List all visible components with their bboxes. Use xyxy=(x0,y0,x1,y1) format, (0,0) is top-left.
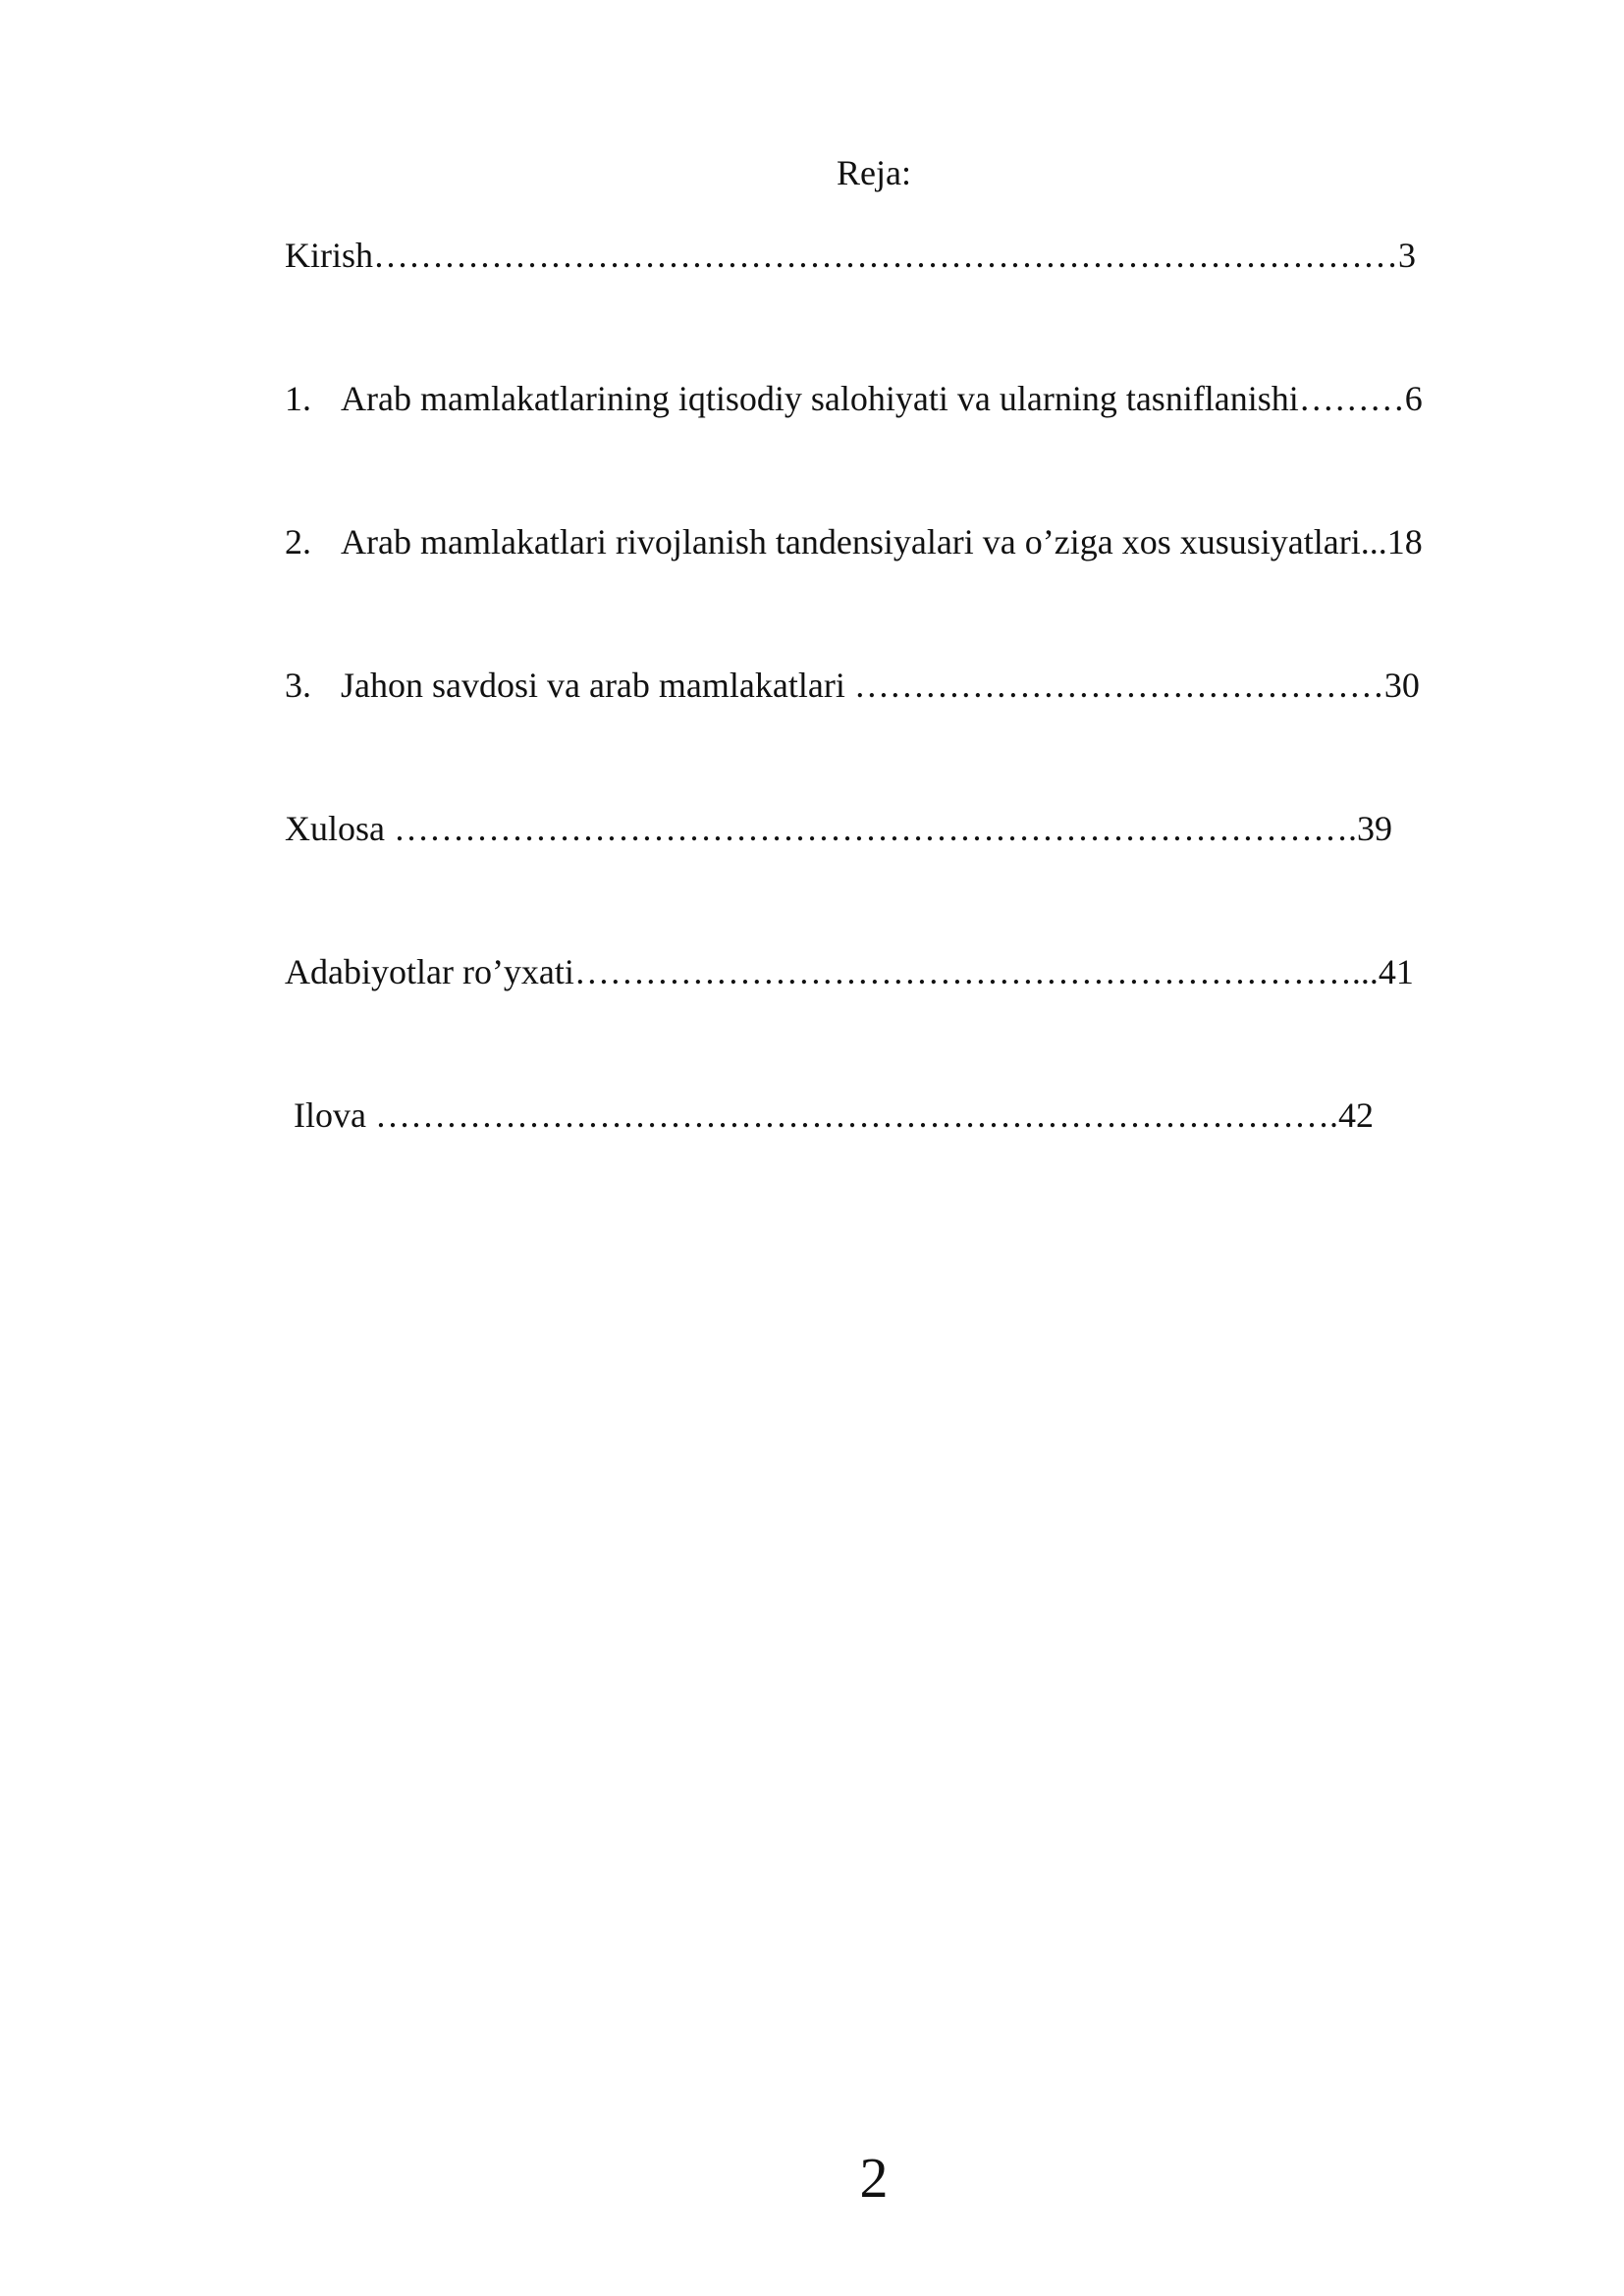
toc-entry-1 xyxy=(285,377,1423,420)
toc-entry-kirish xyxy=(285,234,1416,277)
toc-entry-number: 2. xyxy=(285,522,311,561)
toc-entry-number: 1. xyxy=(285,379,311,418)
toc-entry-text: Xulosa ……………………………………………………………………….39 xyxy=(285,809,1392,848)
page-title: Reja: xyxy=(837,153,911,192)
toc-entry-text: Adabiyotlar ro’yxati…………………………………………………………...41 xyxy=(285,952,1414,991)
toc-entry-2 xyxy=(285,520,1423,563)
toc-entry-text: Kirish……………………………………………………………………………3 xyxy=(285,236,1416,275)
toc-entry-number: 3. xyxy=(285,666,311,705)
toc-entry-adabiyotlar xyxy=(285,950,1414,993)
toc-entry-ilova xyxy=(285,1094,1374,1137)
toc-entry-3 xyxy=(285,664,1420,707)
toc-entry-text: Jahon savdosi va arab mamlakatlari ………………………………………30 xyxy=(341,666,1420,705)
toc-entry-text: Arab mamlakatlarining iqtisodiy salohiyati va ularning tasniflanishi………6 xyxy=(341,379,1423,418)
toc-entry-text: Arab mamlakatlari rivojlanish tandensiyalari va o’ziga xos xususiyatlari...18 xyxy=(341,522,1423,561)
toc-entry-text: Ilova ……………………………………………………………………….42 xyxy=(285,1095,1374,1135)
toc-entry-xulosa xyxy=(285,807,1392,850)
page-number: 2 xyxy=(859,2146,889,2210)
